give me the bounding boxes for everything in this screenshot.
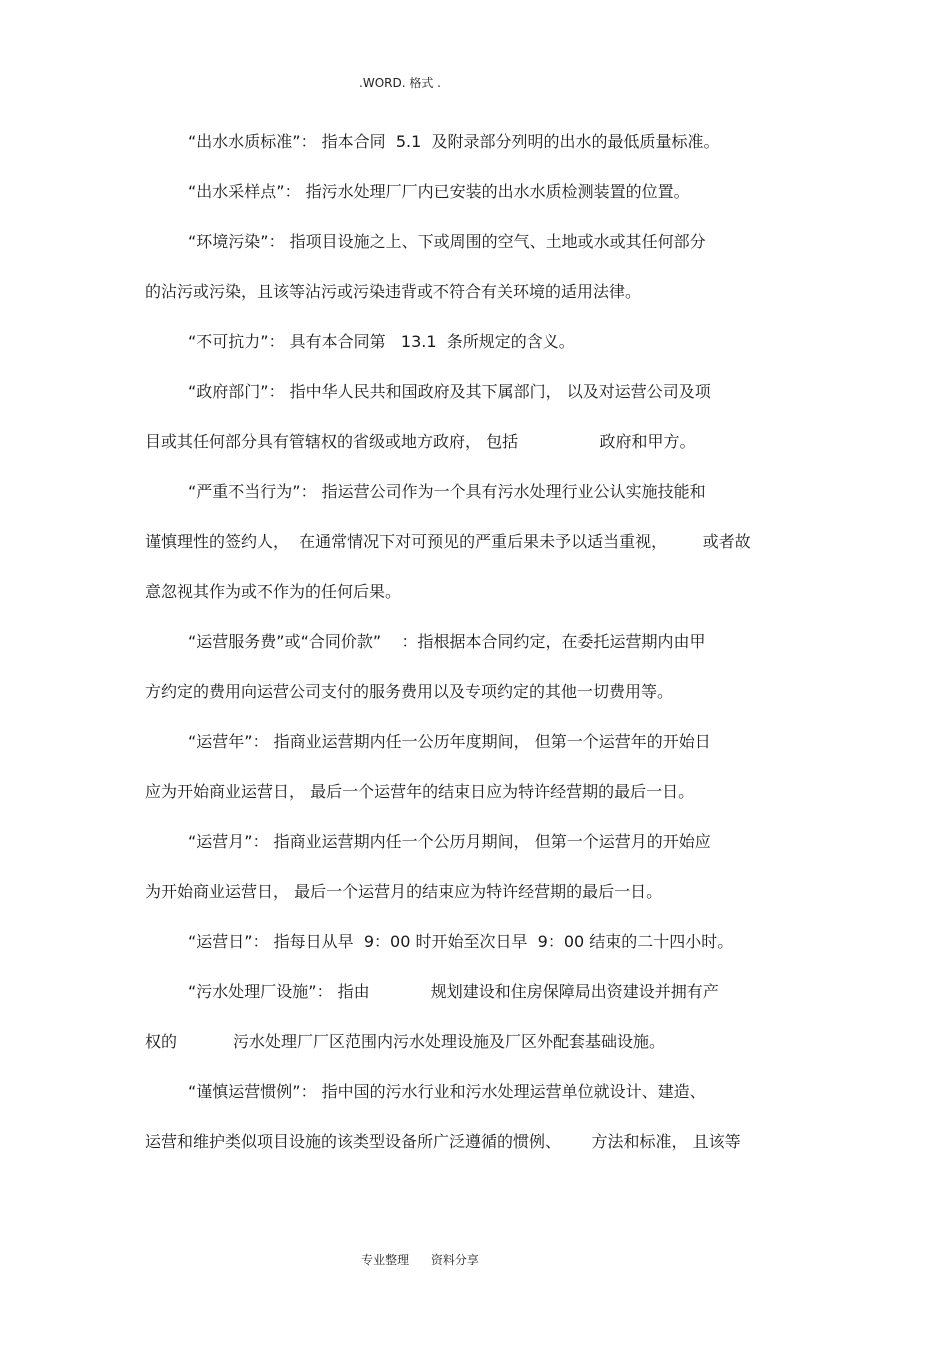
paragraph-line: “运营服务费”或“合同价款” ：指根据本合同约定，在委托运营期内由甲 (188, 632, 706, 651)
paragraph-line: “运营年”： 指商业运营期内任一公历年度期间， 但第一个运营年的开始日 (188, 732, 711, 751)
footer-left-text: 专业整理 (361, 1253, 410, 1267)
page-header: .WORD. 格式 . (359, 76, 441, 90)
paragraph-line: 运营和维护类似项目设施的该类型设备所广泛遵循的惯例、 方法和标准， 且该等 (145, 1132, 741, 1151)
paragraph-line: “谨慎运营惯例”： 指中国的污水行业和污水处理运营单位就设计、建造、 (188, 1082, 706, 1101)
footer-right-text: 资料分享 (430, 1253, 479, 1267)
paragraph-line: 意忽视其作为或不作为的任何后果。 (145, 582, 402, 601)
page-footer (0, 1251, 840, 1268)
paragraph-line: 方约定的费用向运营公司支付的服务费用以及专项约定的其他一切费用等。 (145, 682, 674, 701)
paragraph-line: “不可抗力”： 具有本合同第 13.1 条所规定的含义。 (188, 332, 575, 351)
paragraph-line: “政府部门”： 指中华人民共和国政府及其下属部门， 以及对运营公司及项 (188, 382, 711, 401)
paragraph-line: “污水处理厂设施”： 指由 规划建设和住房保障局出资建设并拥有产 (188, 982, 719, 1001)
paragraph-line: “出水水质标准”： 指本合同 5.1 及附录部分列明的出水的最低质量标准。 (188, 132, 720, 151)
paragraph-line: 谨慎理性的签约人， 在通常情况下对可预见的严重后果未予以适当重视， 或者故 (145, 532, 751, 551)
paragraph-line: “环境污染”： 指项目设施之上、下或周围的空气、土地或水或其任何部分 (188, 232, 706, 251)
paragraph-line: 为开始商业运营日， 最后一个运营月的结束应为特许经营期的最后一日。 (145, 882, 663, 901)
paragraph-line: 应为开始商业运营日， 最后一个运营年的结束日应为特许经营期的最后一日。 (145, 782, 695, 801)
paragraph-line: “运营月”： 指商业运营期内任一个公历月期间， 但第一个运营月的开始应 (188, 832, 711, 851)
paragraph-line: 目或其任何部分具有管辖权的省级或地方政府， 包括 政府和甲方。 (145, 432, 696, 451)
paragraph-line: 权的 污水处理厂厂区范围内污水处理设施及厂区外配套基础设施。 (145, 1032, 665, 1051)
paragraph-line: 的沾污或污染，且该等沾污或污染违背或不符合有关环境的适用法律。 (145, 282, 642, 301)
paragraph-line: “运营日”： 指每日从早 9：00 时开始至次日早 9：00 结束的二十四小时。 (188, 932, 734, 951)
paragraph-line: “出水采样点”： 指污水处理厂厂内已安装的出水水质检测装置的位置。 (188, 182, 690, 201)
paragraph-line: “严重不当行为”： 指运营公司作为一个具有污水处理行业公认实施技能和 (188, 482, 706, 501)
